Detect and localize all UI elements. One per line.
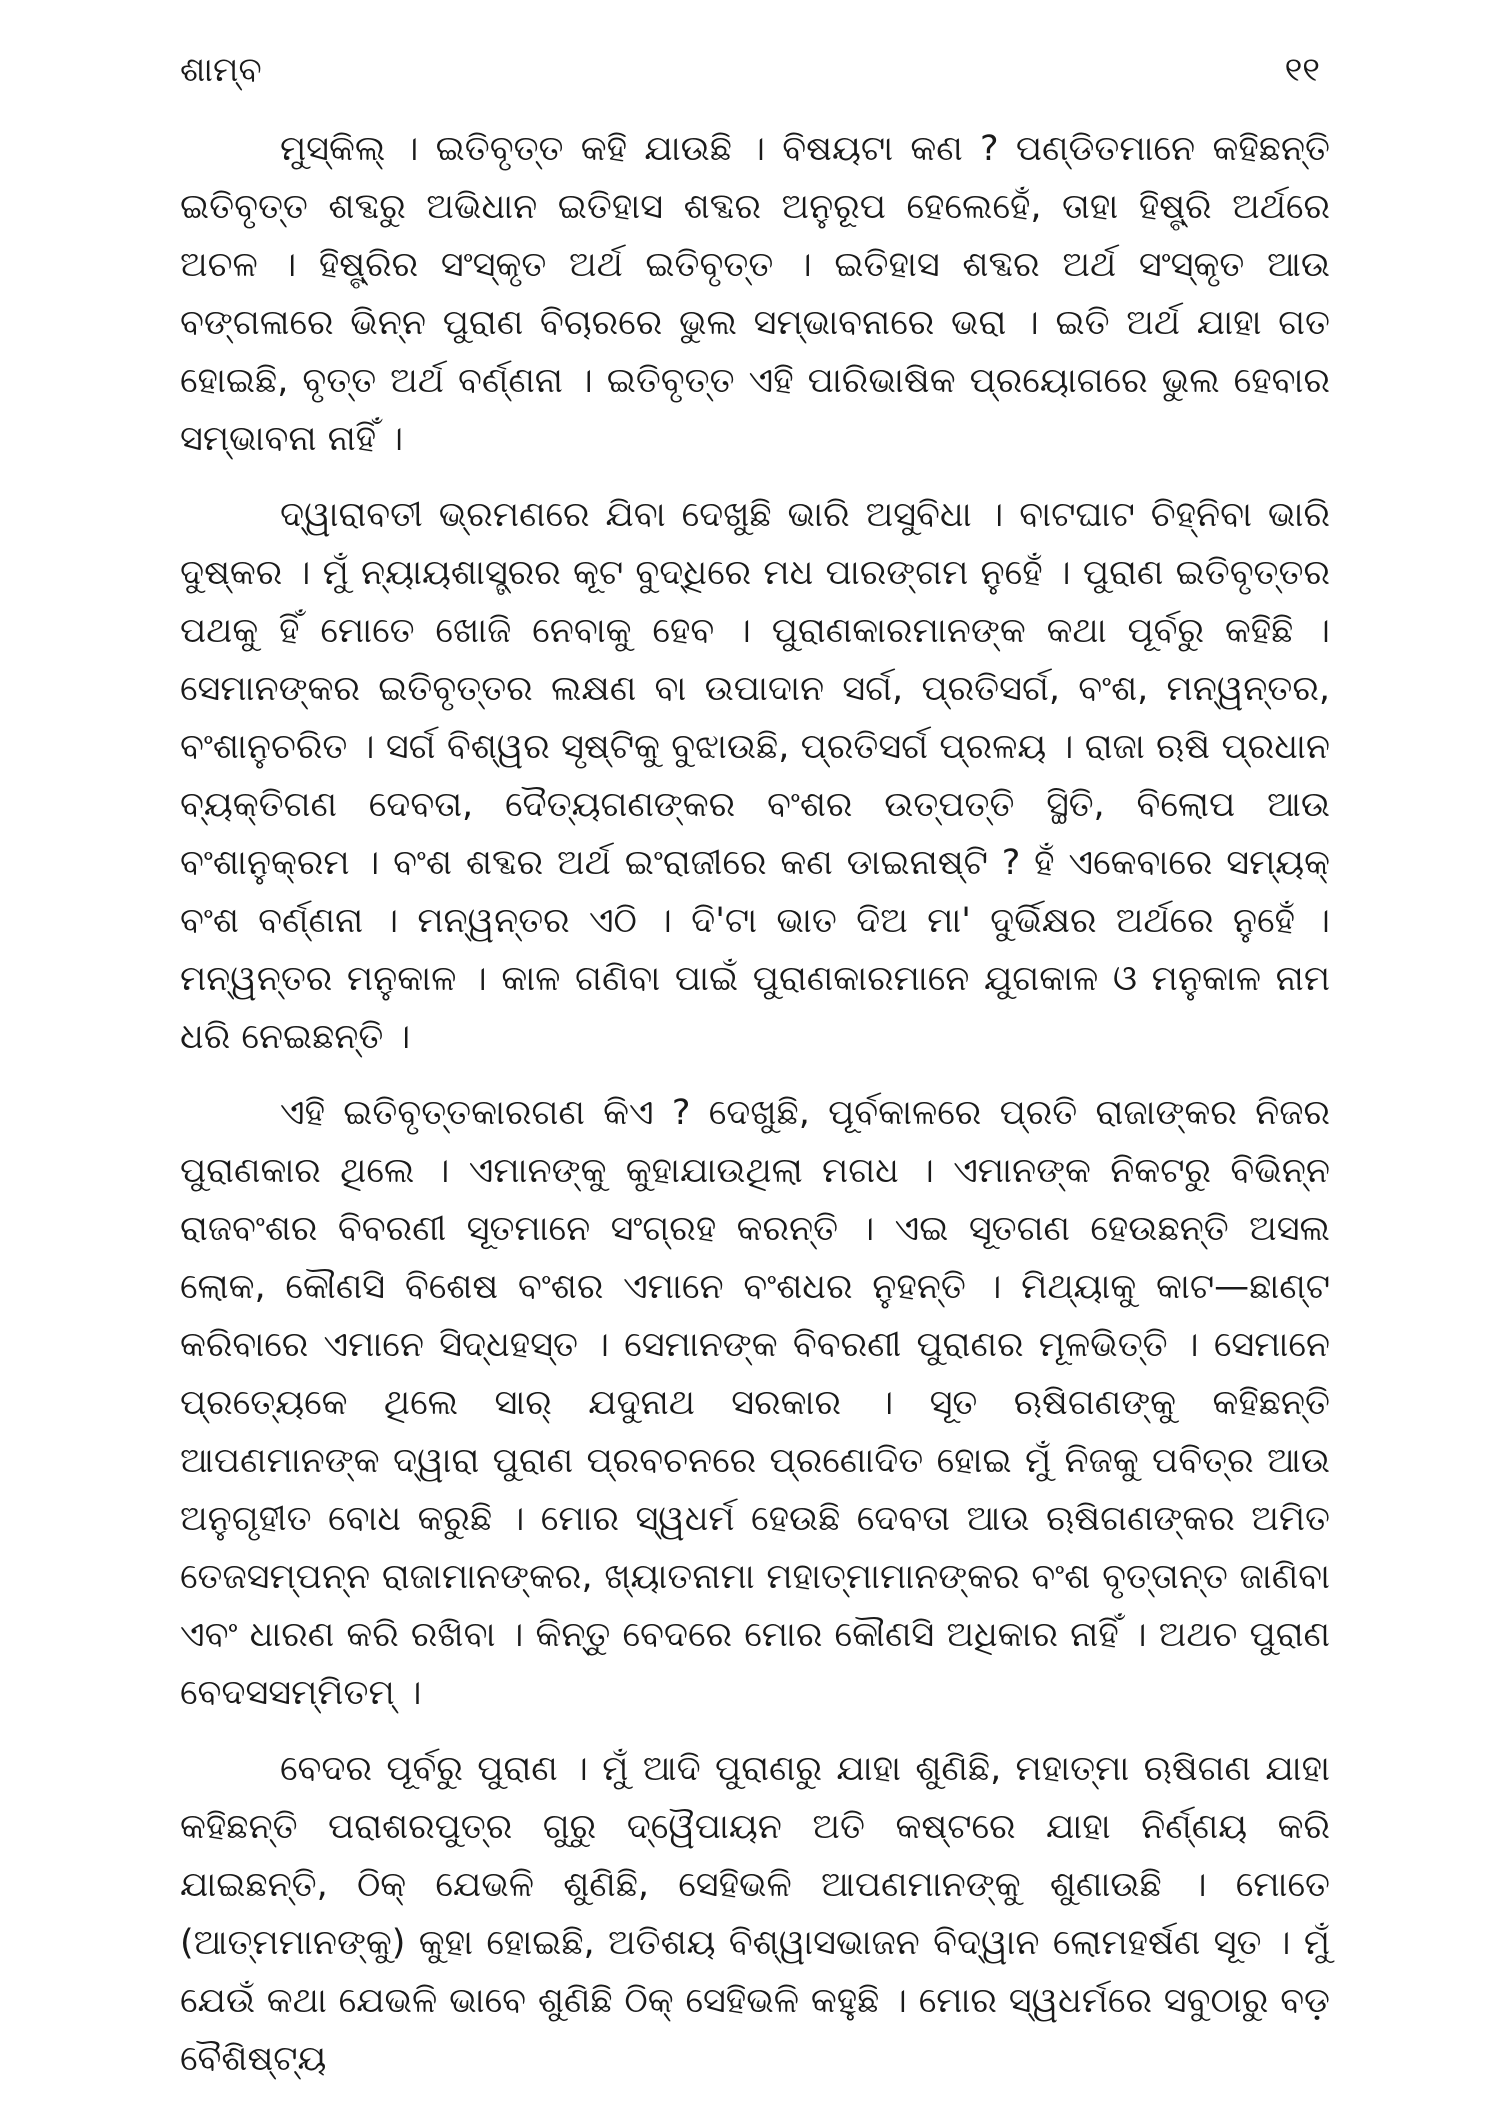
running-title: ଶାମ୍ବ bbox=[180, 50, 262, 90]
body-text bbox=[180, 120, 1330, 2106]
page-header bbox=[180, 40, 1320, 100]
paragraph-2: ଦ୍ୱାରାବତୀ ଭ୍ରମଣରେ ଯିବା ଦେଖୁଛି ଭାରି ଅସୁବିଧା । ବାଟଘାଟ ଚିହ୍ନିବା ଭାରି ଦୁଷ୍କର । ମୁଁ ନ୍ୟାୟଶାସ୍ତ୍ରର କୂଟ ବୁଦ୍ଧିରେ ମଧ ପାରଙ୍ଗମ ନୁହେଁ । ପୁରାଣ ଇତିବୃତ୍ତର ପଥକୁ ହିଁ ମୋତେ ଖୋଜି ନେବାକୁ ହେବ । ପୁରାଣକାରମାନଙ୍କ କଥା ପୂର୍ବରୁ କହିଛି । ସେମାନଙ୍କର ଇତିବୃତ୍ତର ଲକ୍ଷଣ ବା ଉପାଦାନ ସର୍ଗ, ପ୍ରତିସର୍ଗ, ବଂଶ, ମନ୍ୱନ୍ତର, ବଂଶାନୁଚରିତ । ସର୍ଗ ବିଶ୍ୱର ସୃଷ୍ଟିକୁ ବୁଝାଉଛି, ପ୍ରତିସର୍ଗ ପ୍ରଳୟ । ରାଜା ଋଷି ପ୍ରଧାନ ବ୍ୟକ୍ତିଗଣ ଦେବତା, ଦୈତ୍ୟଗଣଙ୍କର ବଂଶର ଉତ୍ପତ୍ତି ସ୍ଥିତି, ବିଲୋପ ଆଉ ବଂଶାନୁକ୍ରମ । ବଂଶ ଶବ୍ଦର ଅର୍ଥ ଇଂରାଜୀରେ କଣ ଡାଇନାଷ୍ଟି ? ହଁ ଏକେବାରେ ସମ୍ୟକ୍ ବଂଶ ବର୍ଣ୍ଣନା । ମନ୍ୱନ୍ତର ଏଠି । ଦି'ଟା ଭାତ ଦିଅ ମା' ଦୁର୍ଭିକ୍ଷର ଅର୍ଥରେ ନୁହେଁ । ମନ୍ୱନ୍ତର ମନୁକାଳ । କାଳ ଗଣିବା ପାଇଁ ପୁରାଣକାରମାନେ ଯୁଗକାଳ ଓ ମନୁକାଳ ନାମ ଧରି ନେଇଛନ୍ତି । bbox=[180, 495, 1330, 1057]
paragraph-3: ଏହି ଇତିବୃତ୍ତକାରଗଣ କିଏ ? ଦେଖୁଛି, ପୂର୍ବକାଳରେ ପ୍ରତି ରାଜାଙ୍କର ନିଜର ପୁରାଣକାର ଥିଲେ । ଏମାନଙ୍କୁ କୁହାଯାଉଥିଲା ମଗଧ । ଏମାନଙ୍କ ନିକଟରୁ ବିଭିନ୍ନ ରାଜବଂଶର ବିବରଣୀ ସୂତମାନେ ସଂଗ୍ରହ କରନ୍ତି । ଏଇ ସୂତଗଣ ହେଉଛନ୍ତି ଅସଲ ଲୋକ, କୌଣସି ବିଶେଷ ବଂଶର ଏମାନେ ବଂଶଧର ନୁହନ୍ତି । ମିଥ୍ୟାକୁ କାଟ—ଛାଣ୍ଟ କରିବାରେ ଏମାନେ ସିଦ୍ଧହସ୍ତ । ସେମାନଙ୍କ ବିବରଣୀ ପୁରାଣର ମୂଳଭିତ୍ତି । ସେମାନେ ପ୍ରତ୍ୟେକେ ଥିଲେ ସାର୍ ଯଦୁନାଥ ସରକାର । ସୂତ ଋଷିଗଣଙ୍କୁ କହିଛନ୍ତି ଆପଣମାନଙ୍କ ଦ୍ୱାରା ପୁରାଣ ପ୍ରବଚନରେ ପ୍ରଣୋଦିତ ହୋଇ ମୁଁ ନିଜକୁ ପବିତ୍ର ଆଉ ଅନୁଗୃହୀତ ବୋଧ କରୁଛି । ମୋର ସ୍ୱଧର୍ମ ହେଉଛି ଦେବତା ଆଉ ଋଷିଗଣଙ୍କର ଅମିତ ତେଜସମ୍ପନ୍ନ ରାଜାମାନଙ୍କର, ଖ୍ୟାତନାମା ମହାତ୍ମାମାନଙ୍କର ବଂଶ ବୃତ୍ତାନ୍ତ ଜାଣିବା ଏବଂ ଧାରଣ କରି ରଖିବା । କିନ୍ତୁ ବେଦରେ ମୋର କୌଣସି ଅଧିକାର ନାହିଁ । ଅଥଚ ପୁରାଣ ବେଦସସମ୍ମିତମ୍ । bbox=[180, 1093, 1330, 1713]
page-number: ୧୧ bbox=[1284, 50, 1320, 90]
paragraph-1: ମୁସ୍କିଲ୍ । ଇତିବୃତ୍ତ କହି ଯାଉଛି । ବିଷୟଟା କଣ ? ପଣ୍ଡିତମାନେ କହିଛନ୍ତି ଇତିବୃତ୍ତ ଶବ୍ଦରୁ ଅଭିଧାନ ଇତିହାସ ଶବ୍ଦର ଅନୁରୂପ ହେଲେହେଁ, ତାହା ହିଷ୍ଟ୍ରି ଅର୍ଥରେ ଅଚଳ । ହିଷ୍ଟ୍ରିର ସଂସ୍କୃତ ଅର୍ଥ ଇତିବୃତ୍ତ । ଇତିହାସ ଶବ୍ଦର ଅର୍ଥ ସଂସ୍କୃତ ଆଉ ବଙ୍ଗଳାରେ ଭିନ୍ନ ପୁରାଣ ବିଚାରରେ ଭୁଲ ସମ୍ଭାବନାରେ ଭରା । ଇତି ଅର୍ଥ ଯାହା ଗତ ହୋଇଛି, ବୃତ୍ତ ଅର୍ଥ ବର୍ଣ୍ଣନା । ଇତିବୃତ୍ତ ଏହି ପାରିଭାଷିକ ପ୍ରୟୋଗରେ ଭୁଲ ହେବାର ସମ୍ଭାବନା ନାହିଁ । bbox=[180, 129, 1330, 459]
paragraph-4: ବେଦର ପୂର୍ବରୁ ପୁରାଣ । ମୁଁ ଆଦି ପୁରାଣରୁ ଯାହା ଶୁଣିଛି, ମହାତ୍ମା ଋଷିଗଣ ଯାହା କହିଛନ୍ତି ପରାଶରପୁତ୍ର ଗୁରୁ ଦ୍ୱୈପାୟନ ଅତି କଷ୍ଟରେ ଯାହା ନିର୍ଣ୍ଣୟ କରି ଯାଇଛନ୍ତି, ଠିକ୍ ଯେଭଳି ଶୁଣିଛି, ସେହିଭଳି ଆପଣମାନଙ୍କୁ ଶୁଣାଉଛି । ମୋତେ (ଆତ୍ମମାନଙ୍କୁ) କୁହା ହୋଇଛି, ଅତିଶୟ ବିଶ୍ୱାସଭାଜନ ବିଦ୍ୱାନ ଲୋମହର୍ଷଣ ସୂତ । ମୁଁ ଯେଉଁ କଥା ଯେଭଳି ଭାବେ ଶୁଣିଛି ଠିକ୍ ସେହିଭଳି କହୁଛି । ମୋର ସ୍ୱଧର୍ମରେ ସବୁଠାରୁ ବଡ଼ ବୈଶିଷ୍ଟ୍ୟ bbox=[180, 1749, 1330, 2079]
